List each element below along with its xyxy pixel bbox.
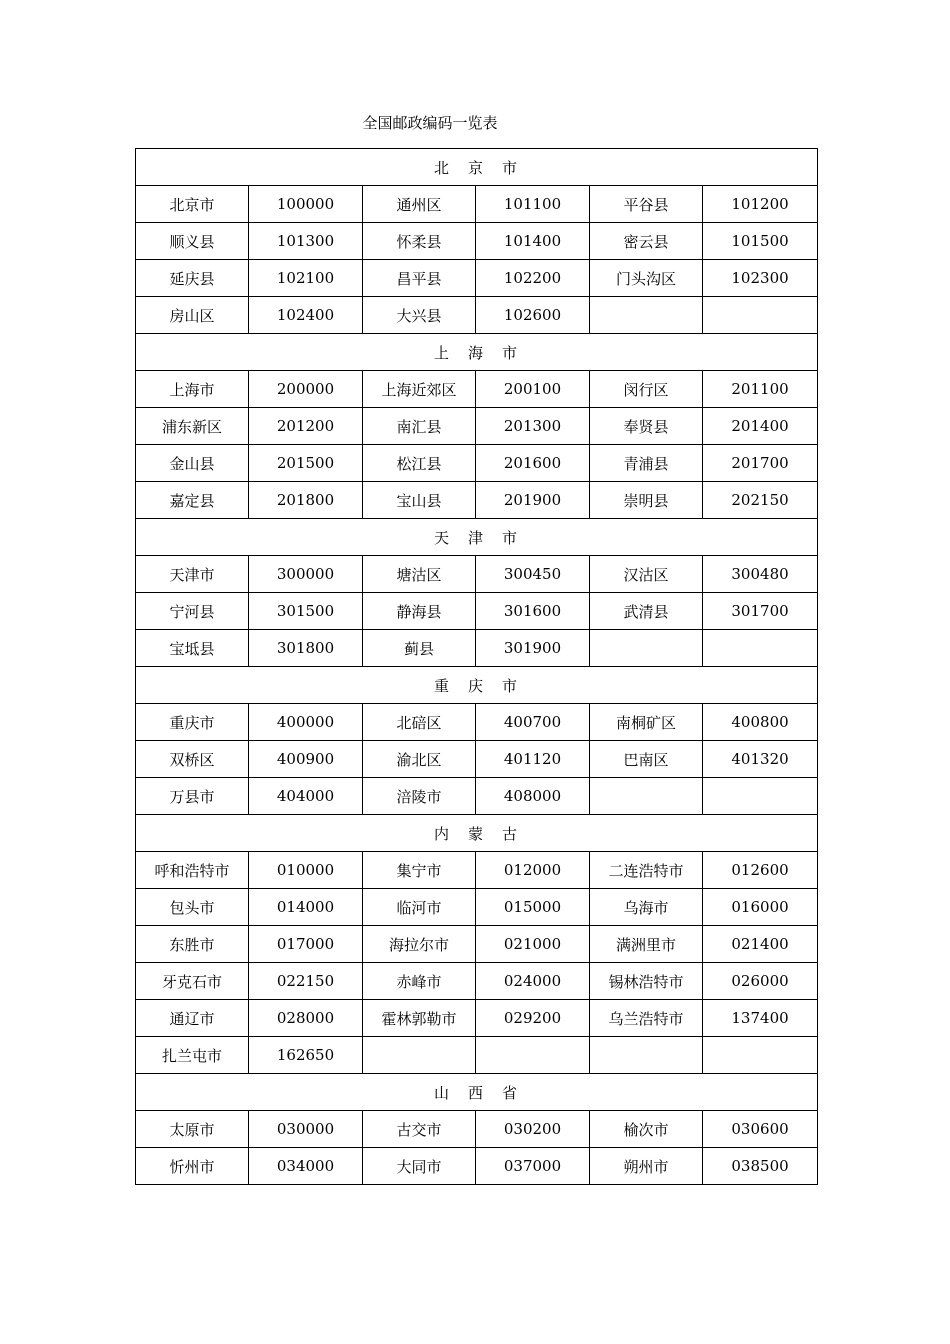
table-row	[136, 852, 818, 889]
postal-code-cell: 201500	[249, 445, 363, 482]
postal-code-cell: 102300	[703, 260, 818, 297]
postal-code-cell: 202150	[703, 482, 818, 519]
postal-code-cell: 400000	[249, 704, 363, 741]
postal-code-cell: 030000	[249, 1111, 363, 1148]
place-name-cell: 海拉尔市	[363, 926, 476, 963]
postal-code-cell: 201400	[703, 408, 818, 445]
postal-code-cell: 162650	[249, 1037, 363, 1074]
postal-code-cell: 034000	[249, 1148, 363, 1185]
postal-code-cell: 201800	[249, 482, 363, 519]
place-name-cell: 太原市	[136, 1111, 249, 1148]
postal-code-cell: 012600	[703, 852, 818, 889]
place-name-cell: 天津市	[136, 556, 249, 593]
place-name-cell: 集宁市	[363, 852, 476, 889]
table-row	[136, 1111, 818, 1148]
place-name-cell: 双桥区	[136, 741, 249, 778]
postal-code-cell: 021400	[703, 926, 818, 963]
place-name-cell: 顺义县	[136, 223, 249, 260]
postal-code-cell	[703, 297, 818, 334]
place-name-cell: 武清县	[590, 593, 703, 630]
place-name-cell: 包头市	[136, 889, 249, 926]
place-name-cell: 房山区	[136, 297, 249, 334]
place-name-cell: 上海近郊区	[363, 371, 476, 408]
section-header-row	[136, 519, 818, 556]
place-name-cell: 北京市	[136, 186, 249, 223]
postal-code-cell: 100000	[249, 186, 363, 223]
postal-code-cell: 401320	[703, 741, 818, 778]
place-name-cell: 通州区	[363, 186, 476, 223]
postal-code-cell: 030200	[476, 1111, 590, 1148]
table-row	[136, 704, 818, 741]
place-name-cell: 浦东新区	[136, 408, 249, 445]
section-header-row	[136, 334, 818, 371]
postal-code-cell: 029200	[476, 1000, 590, 1037]
place-name-cell: 北碚区	[363, 704, 476, 741]
table-row	[136, 630, 818, 667]
place-name-cell: 密云县	[590, 223, 703, 260]
postal-code-cell: 102600	[476, 297, 590, 334]
place-name-cell: 塘沽区	[363, 556, 476, 593]
section-header: 北 京 市	[136, 149, 818, 186]
postal-code-cell: 201300	[476, 408, 590, 445]
postal-code-cell: 024000	[476, 963, 590, 1000]
postal-code-cell: 401120	[476, 741, 590, 778]
place-name-cell: 南汇县	[363, 408, 476, 445]
postal-code-cell: 201700	[703, 445, 818, 482]
place-name-cell: 大兴县	[363, 297, 476, 334]
table-row	[136, 186, 818, 223]
table-row	[136, 1000, 818, 1037]
postal-code-cell: 101100	[476, 186, 590, 223]
section-header-row	[136, 815, 818, 852]
place-name-cell: 宝坻县	[136, 630, 249, 667]
place-name-cell: 奉贤县	[590, 408, 703, 445]
postal-code-cell: 038500	[703, 1148, 818, 1185]
postal-code-cell: 300000	[249, 556, 363, 593]
postal-code-cell: 012000	[476, 852, 590, 889]
place-name-cell: 二连浩特市	[590, 852, 703, 889]
place-name-cell: 东胜市	[136, 926, 249, 963]
postal-code-table	[135, 148, 818, 1185]
postal-code-cell: 021000	[476, 926, 590, 963]
section-header: 内 蒙 古	[136, 815, 818, 852]
table-row	[136, 297, 818, 334]
postal-code-cell: 101500	[703, 223, 818, 260]
place-name-cell: 嘉定县	[136, 482, 249, 519]
place-name-cell: 万县市	[136, 778, 249, 815]
postal-code-cell: 408000	[476, 778, 590, 815]
place-name-cell: 呼和浩特市	[136, 852, 249, 889]
place-name-cell: 松江县	[363, 445, 476, 482]
place-name-cell: 赤峰市	[363, 963, 476, 1000]
place-name-cell: 榆次市	[590, 1111, 703, 1148]
postal-code-cell: 102100	[249, 260, 363, 297]
postal-code-cell: 301800	[249, 630, 363, 667]
section-header: 山 西 省	[136, 1074, 818, 1111]
place-name-cell: 重庆市	[136, 704, 249, 741]
postal-code-cell: 400900	[249, 741, 363, 778]
place-name-cell: 通辽市	[136, 1000, 249, 1037]
place-name-cell: 崇明县	[590, 482, 703, 519]
postal-code-cell	[476, 1037, 590, 1074]
postal-code-cell: 301500	[249, 593, 363, 630]
postal-code-cell: 102400	[249, 297, 363, 334]
place-name-cell	[363, 1037, 476, 1074]
place-name-cell	[590, 778, 703, 815]
postal-code-cell: 300450	[476, 556, 590, 593]
postal-code-cell: 014000	[249, 889, 363, 926]
place-name-cell: 古交市	[363, 1111, 476, 1148]
table-row	[136, 593, 818, 630]
place-name-cell: 锡林浩特市	[590, 963, 703, 1000]
place-name-cell: 宁河县	[136, 593, 249, 630]
table-row	[136, 926, 818, 963]
postal-code-cell: 400800	[703, 704, 818, 741]
postal-code-cell	[703, 778, 818, 815]
place-name-cell: 宝山县	[363, 482, 476, 519]
postal-code-cell: 400700	[476, 704, 590, 741]
place-name-cell	[590, 297, 703, 334]
place-name-cell: 渝北区	[363, 741, 476, 778]
postal-code-cell: 030600	[703, 1111, 818, 1148]
place-name-cell	[590, 1037, 703, 1074]
table-row	[136, 260, 818, 297]
postal-code-cell: 017000	[249, 926, 363, 963]
table-row	[136, 556, 818, 593]
section-header-row	[136, 149, 818, 186]
section-header: 天 津 市	[136, 519, 818, 556]
postal-code-cell: 201100	[703, 371, 818, 408]
place-name-cell: 大同市	[363, 1148, 476, 1185]
place-name-cell: 扎兰屯市	[136, 1037, 249, 1074]
place-name-cell: 霍林郭勒市	[363, 1000, 476, 1037]
postal-code-cell	[703, 630, 818, 667]
place-name-cell: 南桐矿区	[590, 704, 703, 741]
postal-code-cell: 301700	[703, 593, 818, 630]
postal-code-cell: 022150	[249, 963, 363, 1000]
table-row	[136, 445, 818, 482]
place-name-cell: 牙克石市	[136, 963, 249, 1000]
postal-code-cell: 026000	[703, 963, 818, 1000]
place-name-cell: 青浦县	[590, 445, 703, 482]
postal-code-cell: 037000	[476, 1148, 590, 1185]
section-header-row	[136, 667, 818, 704]
postal-code-cell: 201200	[249, 408, 363, 445]
place-name-cell: 乌兰浩特市	[590, 1000, 703, 1037]
section-header-row	[136, 1074, 818, 1111]
postal-code-cell: 201900	[476, 482, 590, 519]
place-name-cell: 上海市	[136, 371, 249, 408]
postal-code-cell: 016000	[703, 889, 818, 926]
postal-code-cell: 201600	[476, 445, 590, 482]
postal-code-cell: 102200	[476, 260, 590, 297]
place-name-cell: 金山县	[136, 445, 249, 482]
place-name-cell: 忻州市	[136, 1148, 249, 1185]
postal-code-cell: 028000	[249, 1000, 363, 1037]
place-name-cell: 蓟县	[363, 630, 476, 667]
section-header: 重 庆 市	[136, 667, 818, 704]
table-row	[136, 889, 818, 926]
place-name-cell: 汉沽区	[590, 556, 703, 593]
table-row	[136, 223, 818, 260]
place-name-cell: 朔州市	[590, 1148, 703, 1185]
postal-code-table-body	[136, 149, 818, 1185]
document-title: 全国邮政编码一览表	[362, 114, 498, 132]
postal-code-cell: 137400	[703, 1000, 818, 1037]
table-row	[136, 778, 818, 815]
place-name-cell: 延庆县	[136, 260, 249, 297]
place-name-cell: 乌海市	[590, 889, 703, 926]
postal-code-cell: 300480	[703, 556, 818, 593]
table-row	[136, 1148, 818, 1185]
postal-code-cell: 200000	[249, 371, 363, 408]
postal-code-cell: 101200	[703, 186, 818, 223]
table-row	[136, 741, 818, 778]
place-name-cell: 闵行区	[590, 371, 703, 408]
place-name-cell: 巴南区	[590, 741, 703, 778]
table-row	[136, 1037, 818, 1074]
postal-code-cell: 101300	[249, 223, 363, 260]
table-row	[136, 371, 818, 408]
place-name-cell: 昌平县	[363, 260, 476, 297]
table-row	[136, 963, 818, 1000]
postal-code-cell: 404000	[249, 778, 363, 815]
postal-code-cell: 200100	[476, 371, 590, 408]
postal-code-cell: 010000	[249, 852, 363, 889]
table-row	[136, 408, 818, 445]
place-name-cell: 静海县	[363, 593, 476, 630]
place-name-cell: 涪陵市	[363, 778, 476, 815]
place-name-cell: 临河市	[363, 889, 476, 926]
place-name-cell: 门头沟区	[590, 260, 703, 297]
place-name-cell: 怀柔县	[363, 223, 476, 260]
postal-code-cell	[703, 1037, 818, 1074]
place-name-cell: 平谷县	[590, 186, 703, 223]
postal-code-cell: 301900	[476, 630, 590, 667]
postal-code-cell: 015000	[476, 889, 590, 926]
section-header: 上 海 市	[136, 334, 818, 371]
place-name-cell	[590, 630, 703, 667]
table-row	[136, 482, 818, 519]
postal-code-cell: 301600	[476, 593, 590, 630]
postal-code-cell: 101400	[476, 223, 590, 260]
place-name-cell: 满洲里市	[590, 926, 703, 963]
